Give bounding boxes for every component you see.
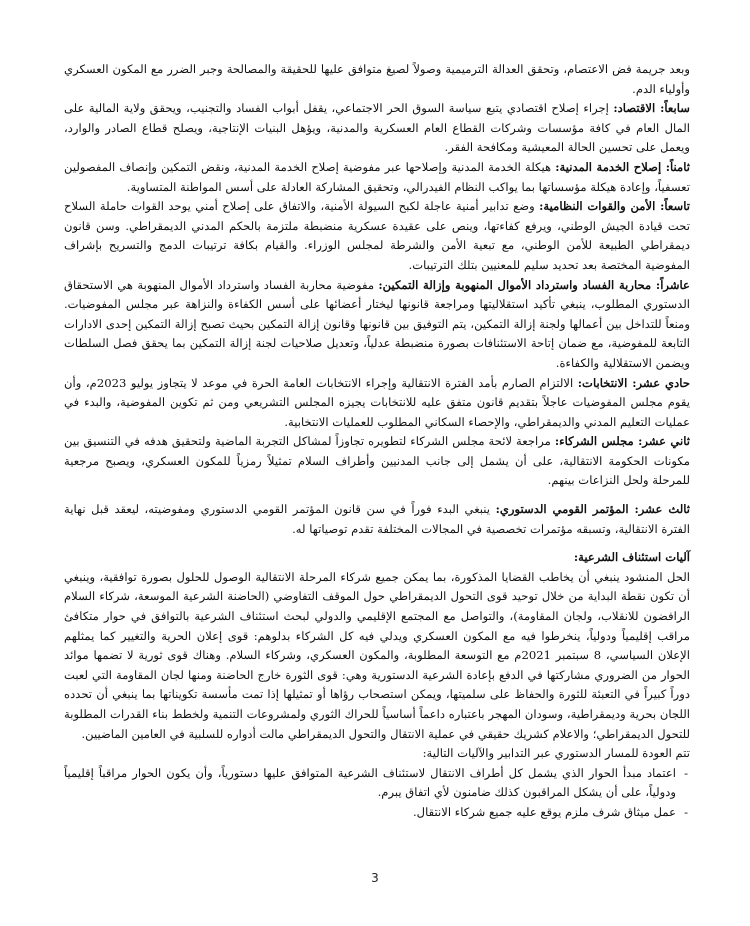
legitimacy-followup: تتم العودة للمسار الدستوري عبر التدابير والآليات التالية: xyxy=(422,746,690,761)
section-elections xyxy=(64,374,690,433)
section-partners-council xyxy=(64,432,690,491)
section-heading: حادي عشر: الانتخابات: xyxy=(577,375,690,390)
page-number: 3 xyxy=(371,871,379,885)
section-body: إجراء إصلاح اقتصادي يتبع سياسة السوق الحر الاجتماعي، يقفل أبواب الفساد والتجنيب، ويحقق ولاية المالية على المال العام في كافة مؤسسات وشركات القطاع العام العسكرية والمدنية، ويؤهل البنيات الإنتاجية، ويصلح قطاع الصادر والوارد، ويعمل على تحسين الحالة المعيشية ومكافحة الفقر. xyxy=(64,101,690,155)
section-heading: ثاني عشر: مجلس الشركاء: xyxy=(554,434,690,449)
section-heading: سابعاً: الاقتصاد: xyxy=(613,101,690,116)
list-item: - اعتماد مبدأ الحوار الذي يشمل كل أطراف الانتقال لاستئناف الشرعية المتوافق عليها دستورياً، وأن يكون الحوار مراقباً إقليمياً ودولياً، على أن يشكل المراقبون كذلك ضامنون لأي اتفاق يبرم. xyxy=(64,764,676,803)
document-page xyxy=(64,60,690,823)
list-item: - عمل ميثاق شرف ملزم يوقع عليه جميع شركاء الانتقال. xyxy=(64,803,676,823)
section-anti-corruption xyxy=(64,276,690,374)
section-body: مراجعة لائحة مجلس الشركاء لتطويره تجاوزاً لمشاكل التجربة الماضية ولتحقيق هدفه في التنسيق بين مكونات الحكومة الانتقالية، على أن يشمل إلى جانب المدنيين وأطراف السلام تمثيلاً رمزياً للمكون العسكري، ويصبح مرجعية للمرحلة ولحل النزاعات بينهم. xyxy=(64,434,690,488)
legitimacy-body: الحل المنشود ينبغي أن يخاطب القضايا المذكورة، بما يمكن جميع شركاء المرحلة الانتقالية الوصول للحلول بصورة توافقية، وينبغي أن تكون نقطة البداية من خلال توحيد قوى التحول الديمقراطي حول الموقف التفاوضي (الحاضنة الشرعية الموسعة، شركاء السلام الرافضون للانقلاب، ولجان المقاومة)، والتواصل مع المجتمع الإقليمي والدولي لبحث استئناف الشرعية بالتوافق في حوار متكافئ مراقب إقليمياً ودولياً، ينخرطوا فيه مع المكون العسكري ويدلي فيه كل الشركاء بدلوهم: قوى إعلان الحرية والتغيير كما يمثلهم الإعلان السياسي، 8 سبتمبر 2021م مع التوسعة المطلوبة، والمكون العسكري، وشركاء السلام. وهناك قوى ثورية لا تضمها موائد الحوار من الضروري مشاركتها في الدفع بإعادة الشرعية الدستورية وهي: قوى الثورة خارج الحاضنة ومنها لجان المقاومة التي لعبت دوراً كبيراً في التعبئة للثورة والحفاظ على سلميتها، ويمكن استصحاب رؤاها أو تمثيلها إذا تمت مأسسة تكويناتها بما ينبغي أن تحدده اللجان بحرية وديمقراطية، وسودان المهجر باعتباره داعماً أساسياً للحراك الثوري ولمشروعات التنمية ولخطط بناء القدرات المطلوبة للتحول الديمقراطي؛ والاعلام كشريك حقيقي في عملية الانتقال والتحول الديمقراطي مالت أدواره للسلبية في العامين الماضيين. xyxy=(64,569,691,741)
section-constitutional-conference xyxy=(64,500,690,539)
section-security xyxy=(64,197,690,275)
intro-paragraph: وبعد جريمة فض الاعتصام، وتحقق العدالة الترميمية وصولاً لصيغ متوافق عليها للحقيقة والمصالحة وجبر الضرر مع المكون العسكري وأولياء الدم. xyxy=(64,62,690,96)
section-heading: ثالث عشر: المؤتمر القومي الدستوري: xyxy=(495,502,691,517)
section-heading: ثامناً: إصلاح الخدمة المدنية: xyxy=(555,159,690,174)
section-body: مفوضية محاربة الفساد واسترداد الأموال المنهوبة هي الاستحقاق الدستوري المطلوب، ينبغي تأكيد استقلاليتها ومراجعة قانونها ليختار أعضائها على أسس الكفاءة والنزاهة عبر مجلس المفوضيات. ومنعاً للتداخل بين أعمالها ولجنة إزالة التمكين، يتم التوفيق بين قانونها وقانون إزالة التمكين بحيث تصبح إزالة التمكين إحدى الادارات التابعة للمفوضية، مع ضمان إتاحة الاستئنافات بصورة منضبطة عدلياً، وتعديل صلاحيات لجنة إزالة التمكين بما يحقق فصل السلطات ويضمن الاستقلالية والكفاءة. xyxy=(64,277,690,370)
section-heading: عاشراً: محاربة الفساد واسترداد الأموال المنهوبة وإزالة التمكين: xyxy=(378,277,690,292)
section-heading: تاسعاً: الأمن والقوات النظامية: xyxy=(539,199,690,214)
section-body: الالتزام الصارم بأمد الفترة الانتقالية وإجراء الانتخابات العامة الحرة في موعد لا يتجاوز يوليو 2023م، وأن يقوم مجلس المفوضيات عاجلاً بتقديم قانون متفق عليه للانتخابات يجيزه المجلس التشريعي ومن ثم تكوين المفوضية، والبدء في عمليات التعليم المدني والديمقراطي، والإحصاء السكاني المطلوب للعمليات الانتخابية. xyxy=(64,375,690,429)
section-body: هيكلة الخدمة المدنية وإصلاحها عبر مفوضية إصلاح الخدمة المدنية، ونقض التمكين وإنصاف المفصولين تعسفياً، وإعادة هيكلة مؤسساتها بما يواكب النظام الفيدرالي، وتحقيق المشاركة العادلة على أسس المواطنة المتساوية. xyxy=(64,159,690,194)
section-body: وضع تدابير أمنية عاجلة لكبح السيولة الأمنية، والاتفاق على إصلاح أمني يوحد القوات حاملة السلاح تحت قيادة الجيش الوطني، ويرفع كفاءتها، وينص على عقيدة عسكرية منضبطة ملتزمة بالحكم المدني الديمقراطي. وسن قانون ديمقراطي الطبيعة للأمن الوطني، مع تبعية الأمن والشرطة لمجلس الوزراء. والقيام بكافة ترتيبات الدمج والتسريح بإشراف المفوضية المختصة بعد تحديد سليم للمعنيين بتلك الترتيبات. xyxy=(64,199,690,272)
section-body: ينبغي البدء فوراً في سن قانون المؤتمر القومي الدستوري ومفوضيته، ليعقد قبل نهاية الفترة الانتقالية، وتسبقه مؤتمرات تخصصية في المجالات المختلفة تقدم توصياتها له. xyxy=(64,502,690,536)
section-civil-service xyxy=(64,158,690,197)
legitimacy-bullets xyxy=(64,764,690,823)
section-economy xyxy=(64,99,690,158)
legitimacy-title: آليات استئناف الشرعية: xyxy=(573,550,690,565)
